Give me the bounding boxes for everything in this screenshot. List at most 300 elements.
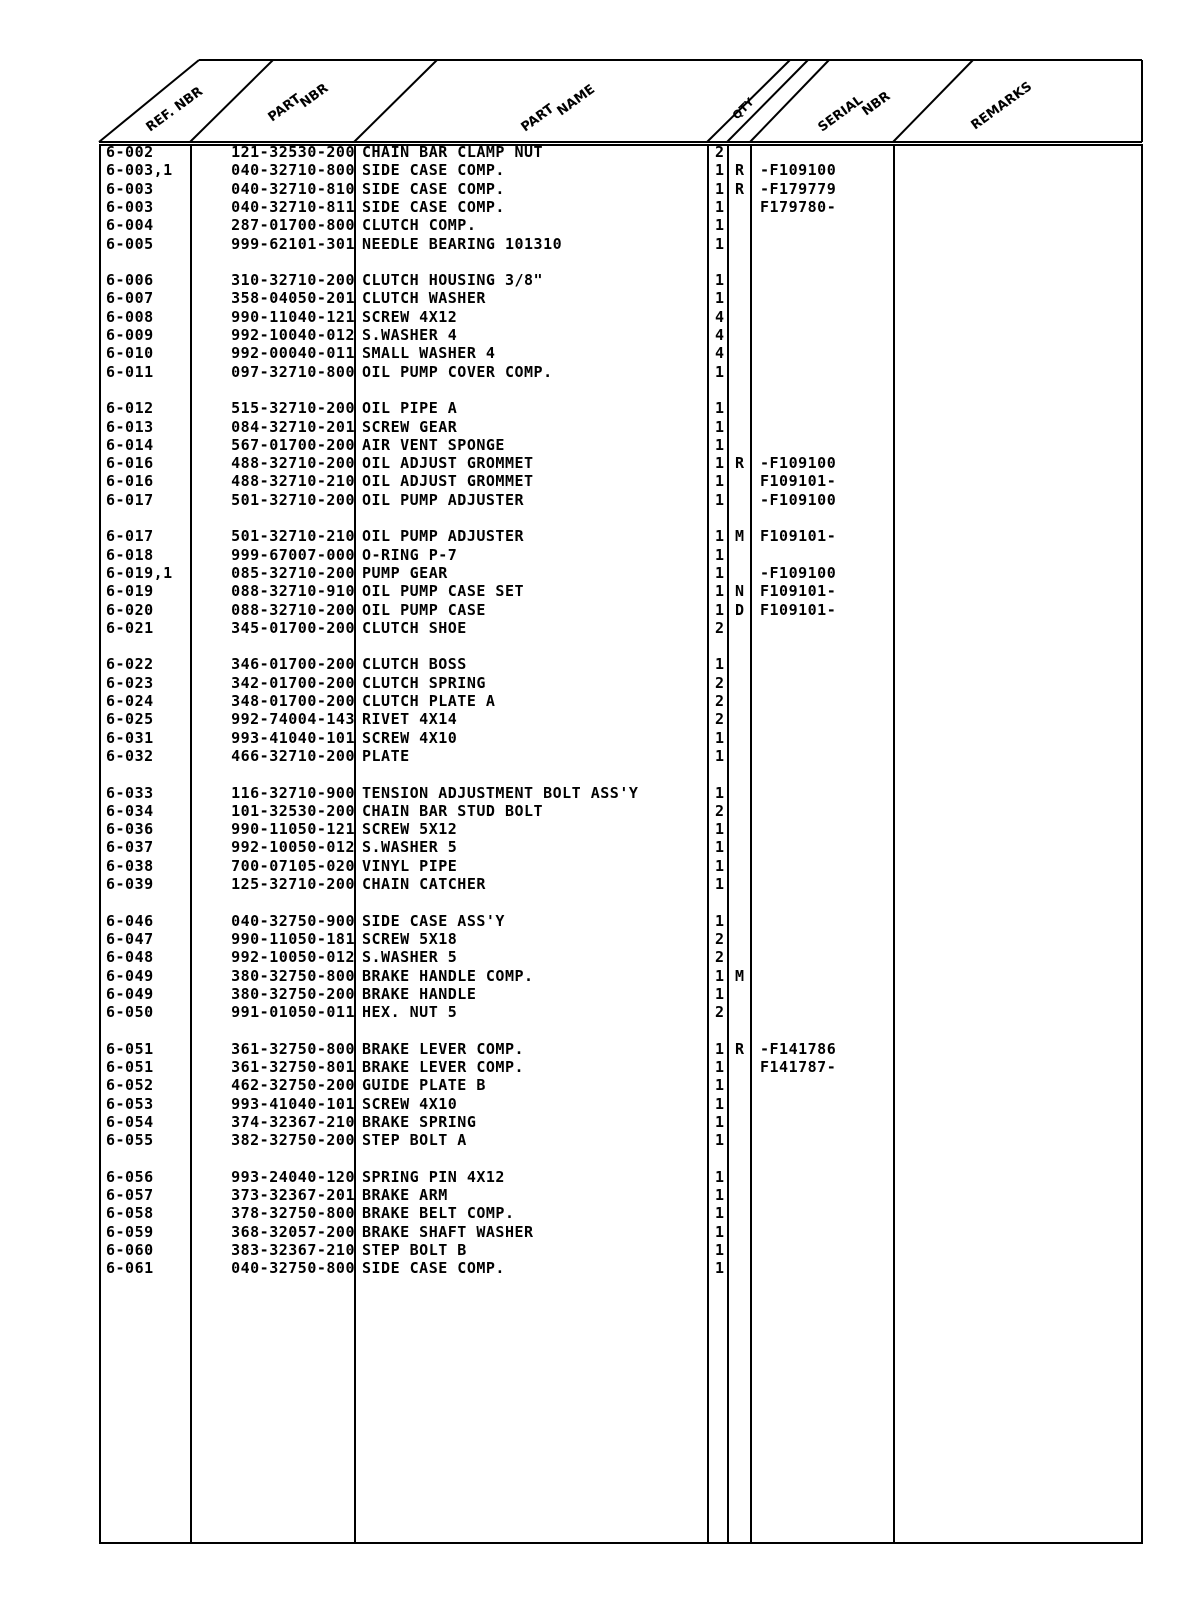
ref-nbr-cell: 6-051: [106, 1039, 154, 1058]
part-nbr-cell: 990-11050-121: [231, 820, 355, 839]
part-name-cell: BRAKE SHAFT WASHER: [362, 1222, 534, 1241]
part-name-cell: S.WASHER 5: [362, 838, 458, 857]
ref-nbr-cell: 6-021: [106, 618, 154, 637]
part-nbr-cell: 992-00040-011: [231, 344, 355, 363]
part-name-cell: SCREW 5X12: [362, 820, 458, 839]
ref-nbr-cell: 6-031: [106, 728, 154, 747]
qty-cell: 1: [715, 728, 725, 747]
table-row: [0, 1003, 1198, 1021]
part-name-cell: CLUTCH BOSS: [362, 655, 467, 674]
ref-nbr-cell: 6-047: [106, 929, 154, 948]
table-row: [0, 344, 1198, 362]
part-name-cell: CLUTCH SPRING: [362, 673, 486, 692]
part-nbr-cell: 085-32710-200: [231, 563, 355, 582]
code-cell: [735, 838, 749, 856]
code-cell: [735, 564, 749, 582]
ref-nbr-cell: 6-003,1: [106, 161, 173, 180]
ref-nbr-cell: 6-061: [106, 1259, 154, 1278]
part-name-cell: CHAIN BAR CLAMP NUT: [362, 143, 544, 161]
ref-nbr-cell: 6-002: [106, 143, 154, 161]
code-cell: [735, 1241, 749, 1259]
code-cell: [735, 948, 749, 966]
ref-nbr-cell: 6-049: [106, 984, 154, 1003]
part-nbr-cell: 310-32710-200: [231, 271, 355, 290]
part-name-cell: OIL PUMP CASE SET: [362, 582, 525, 601]
qty-cell: 1: [715, 527, 725, 546]
ref-nbr-cell: 6-039: [106, 875, 154, 893]
serial-nbr-cell: F109101-: [760, 527, 837, 546]
ref-nbr-cell: 6-056: [106, 1167, 154, 1186]
ref-nbr-cell: 6-060: [106, 1241, 154, 1259]
part-name-cell: OIL ADJUST GROMMET: [362, 454, 534, 473]
part-name-cell: BRAKE HANDLE: [362, 984, 477, 1003]
part-name-cell: SCREW 5X18: [362, 929, 458, 948]
ref-nbr-cell: 6-010: [106, 344, 154, 363]
table-row: [0, 418, 1198, 436]
part-nbr-cell: 346-01700-200: [231, 655, 355, 674]
qty-cell: 1: [715, 435, 725, 454]
part-name-cell: BRAKE BELT COMP.: [362, 1204, 515, 1223]
ref-nbr-cell: 6-017: [106, 527, 154, 546]
ref-nbr-cell: 6-037: [106, 838, 154, 857]
qty-cell: 1: [715, 600, 725, 619]
qty-cell: 1: [715, 472, 725, 491]
code-cell: M: [735, 966, 745, 985]
qty-cell: 1: [715, 399, 725, 418]
qty-cell: 1: [715, 1112, 725, 1131]
part-nbr-cell: 040-32750-900: [231, 911, 355, 930]
table-row: [0, 1113, 1198, 1131]
part-name-cell: OIL PUMP ADJUSTER: [362, 527, 525, 546]
qty-cell: 1: [715, 563, 725, 582]
code-cell: [735, 198, 749, 216]
part-name-cell: SMALL WASHER 4: [362, 344, 496, 363]
table-row: [0, 491, 1198, 509]
code-cell: [735, 674, 749, 692]
table-row: [0, 527, 1198, 545]
qty-cell: 1: [715, 216, 725, 235]
ref-nbr-cell: 6-051: [106, 1058, 154, 1076]
part-name-cell: SIDE CASE COMP.: [362, 197, 505, 216]
ref-nbr-cell: 6-019: [106, 582, 154, 601]
part-nbr-cell: 345-01700-200: [231, 618, 355, 637]
ref-nbr-cell: 6-059: [106, 1222, 154, 1241]
part-name-cell: PUMP GEAR: [362, 563, 448, 582]
table-row: [0, 930, 1198, 948]
table-row: [0, 472, 1198, 490]
table-row: [0, 582, 1198, 600]
table-row: [0, 198, 1198, 216]
serial-nbr-cell: F109101-: [760, 600, 837, 619]
part-nbr-cell: 993-24040-120: [231, 1167, 355, 1186]
code-cell: [735, 1223, 749, 1241]
ref-nbr-cell: 6-034: [106, 801, 154, 820]
part-name-cell: O-RING P-7: [362, 545, 458, 564]
part-nbr-cell: 990-11050-181: [231, 929, 355, 948]
part-nbr-cell: 991-01050-011: [231, 1003, 355, 1022]
qty-cell: 1: [715, 234, 725, 253]
qty-cell: 1: [715, 271, 725, 290]
qty-cell: 1: [715, 655, 725, 674]
qty-cell: 1: [715, 820, 725, 839]
part-nbr-cell: 088-32710-200: [231, 600, 355, 619]
table-row: [0, 1058, 1198, 1076]
ref-nbr-cell: 6-053: [106, 1094, 154, 1113]
part-nbr-cell: 380-32750-200: [231, 984, 355, 1003]
part-nbr-cell: 488-32710-200: [231, 454, 355, 473]
table-row: [0, 326, 1198, 344]
qty-cell: 4: [715, 307, 725, 326]
part-nbr-cell: 373-32367-201: [231, 1186, 355, 1205]
table-row: [0, 747, 1198, 765]
ref-nbr-cell: 6-004: [106, 216, 154, 235]
part-nbr-cell: 287-01700-800: [231, 216, 355, 235]
part-nbr-cell: 501-32710-210: [231, 527, 355, 546]
part-nbr-cell: 501-32710-200: [231, 490, 355, 509]
qty-cell: 1: [715, 1058, 725, 1076]
part-nbr-cell: 358-04050-201: [231, 289, 355, 308]
table-row: [0, 1241, 1198, 1259]
code-cell: [735, 363, 749, 381]
ref-nbr-cell: 6-020: [106, 600, 154, 619]
code-cell: [735, 930, 749, 948]
ref-nbr-cell: 6-057: [106, 1186, 154, 1205]
table-row: [0, 710, 1198, 728]
code-cell: [735, 985, 749, 1003]
qty-cell: 2: [715, 1003, 725, 1022]
ref-nbr-cell: 6-049: [106, 966, 154, 985]
code-cell: [735, 1131, 749, 1149]
qty-cell: 2: [715, 801, 725, 820]
part-name-cell: BRAKE ARM: [362, 1186, 448, 1205]
part-nbr-cell: 466-32710-200: [231, 746, 355, 765]
table-row: [0, 655, 1198, 673]
qty-cell: 1: [715, 454, 725, 473]
part-nbr-cell: 992-10050-012: [231, 838, 355, 857]
part-nbr-cell: 116-32710-900: [231, 783, 355, 802]
serial-nbr-cell: F109101-: [760, 582, 837, 601]
table-row: [0, 875, 1198, 893]
table-row: [0, 912, 1198, 930]
ref-nbr-cell: 6-006: [106, 271, 154, 290]
part-name-cell: AIR VENT SPONGE: [362, 435, 505, 454]
table-row: [0, 674, 1198, 692]
table-row: [0, 1131, 1198, 1149]
ref-nbr-cell: 6-009: [106, 326, 154, 344]
part-nbr-cell: 084-32710-201: [231, 417, 355, 436]
table-row: [0, 1040, 1198, 1058]
qty-cell: 1: [715, 179, 725, 198]
part-nbr-cell: 992-10050-012: [231, 948, 355, 967]
ref-nbr-cell: 6-022: [106, 655, 154, 674]
part-name-cell: STEP BOLT B: [362, 1241, 467, 1259]
code-cell: [735, 1186, 749, 1204]
part-name-cell: BRAKE SPRING: [362, 1112, 477, 1131]
part-nbr-cell: 380-32750-800: [231, 966, 355, 985]
part-name-cell: BRAKE LEVER COMP.: [362, 1058, 525, 1076]
header-remarks: REMARKS: [968, 79, 1036, 134]
part-name-cell: CHAIN CATCHER: [362, 875, 486, 893]
table-row: [0, 1095, 1198, 1113]
qty-cell: 2: [715, 692, 725, 710]
ref-nbr-cell: 6-055: [106, 1131, 154, 1150]
ref-nbr-cell: 6-016: [106, 472, 154, 491]
code-cell: [735, 1168, 749, 1186]
table-header: [0, 0, 1198, 160]
qty-cell: 1: [715, 490, 725, 509]
ref-nbr-cell: 6-017: [106, 490, 154, 509]
code-cell: R: [735, 179, 745, 198]
code-cell: [735, 418, 749, 436]
part-name-cell: CLUTCH COMP.: [362, 216, 477, 235]
ref-nbr-cell: 6-016: [106, 454, 154, 473]
part-nbr-cell: 462-32750-200: [231, 1076, 355, 1095]
qty-cell: 1: [715, 582, 725, 601]
ref-nbr-cell: 6-054: [106, 1112, 154, 1131]
table-row: [0, 692, 1198, 710]
qty-cell: 2: [715, 948, 725, 967]
code-cell: M: [735, 527, 745, 546]
code-cell: R: [735, 454, 745, 473]
table-row: [0, 619, 1198, 637]
table-row: [0, 802, 1198, 820]
part-name-cell: OIL PIPE A: [362, 399, 458, 418]
qty-cell: 1: [715, 1076, 725, 1095]
ref-nbr-cell: 6-038: [106, 856, 154, 875]
header-serial-bottom: NBR: [859, 88, 894, 120]
part-nbr-cell: 993-41040-101: [231, 1094, 355, 1113]
table-row: [0, 784, 1198, 802]
table-row: [0, 985, 1198, 1003]
qty-cell: 4: [715, 344, 725, 363]
serial-nbr-cell: -F109100: [760, 490, 837, 509]
table-row: [0, 967, 1198, 985]
part-nbr-cell: 101-32530-200: [231, 801, 355, 820]
ref-nbr-cell: 6-023: [106, 673, 154, 692]
header-serial-top: SERIAL: [815, 92, 866, 136]
part-nbr-cell: 040-32750-800: [231, 1259, 355, 1278]
table-row: [0, 271, 1198, 289]
table-row: [0, 1076, 1198, 1094]
part-name-cell: SIDE CASE COMP.: [362, 179, 505, 198]
part-nbr-cell: 348-01700-200: [231, 692, 355, 710]
ref-nbr-cell: 6-012: [106, 399, 154, 418]
qty-cell: 1: [715, 783, 725, 802]
table-row: [0, 1186, 1198, 1204]
qty-cell: 1: [715, 545, 725, 564]
ref-nbr-cell: 6-048: [106, 948, 154, 967]
part-name-cell: PLATE: [362, 746, 410, 765]
table-row: [0, 601, 1198, 619]
code-cell: [735, 1113, 749, 1131]
table-row: [0, 143, 1198, 161]
part-name-cell: RIVET 4X14: [362, 710, 458, 729]
table-row: [0, 838, 1198, 856]
qty-cell: 1: [715, 1131, 725, 1150]
table-row: [0, 161, 1198, 179]
qty-cell: 2: [715, 143, 725, 161]
qty-cell: 1: [715, 746, 725, 765]
part-nbr-cell: 990-11040-121: [231, 307, 355, 326]
ref-nbr-cell: 6-058: [106, 1204, 154, 1223]
qty-cell: 1: [715, 1186, 725, 1205]
part-nbr-cell: 040-32710-811: [231, 197, 355, 216]
part-name-cell: SCREW 4X10: [362, 728, 458, 747]
code-cell: [735, 784, 749, 802]
qty-cell: 2: [715, 710, 725, 729]
code-cell: [735, 820, 749, 838]
qty-cell: 1: [715, 856, 725, 875]
ref-nbr-cell: 6-003: [106, 197, 154, 216]
qty-cell: 1: [715, 1204, 725, 1223]
part-nbr-cell: 088-32710-910: [231, 582, 355, 601]
serial-nbr-cell: -F179779: [760, 179, 837, 198]
ref-nbr-cell: 6-008: [106, 307, 154, 326]
part-nbr-cell: 361-32750-800: [231, 1039, 355, 1058]
serial-nbr-cell: -F109100: [760, 161, 837, 180]
header-part-nbr-bottom: NBR: [297, 80, 332, 112]
table-row: [0, 1259, 1198, 1277]
table-row: [0, 1223, 1198, 1241]
qty-cell: 1: [715, 289, 725, 308]
qty-cell: 1: [715, 1094, 725, 1113]
part-name-cell: STEP BOLT A: [362, 1131, 467, 1150]
qty-cell: 1: [715, 875, 725, 893]
ref-nbr-cell: 6-007: [106, 289, 154, 308]
table-row: [0, 857, 1198, 875]
table-row: [0, 180, 1198, 198]
header-qty: QTY: [729, 95, 757, 123]
part-nbr-cell: 125-32710-200: [231, 875, 355, 893]
code-cell: N: [735, 582, 745, 601]
ref-nbr-cell: 6-025: [106, 710, 154, 729]
part-nbr-cell: 040-32710-800: [231, 161, 355, 180]
header-part-name-top: PART: [518, 101, 558, 136]
part-name-cell: OIL PUMP CASE: [362, 600, 486, 619]
part-name-cell: HEX. NUT 5: [362, 1003, 458, 1022]
code-cell: [735, 619, 749, 637]
code-cell: [735, 143, 749, 161]
code-cell: [735, 912, 749, 930]
part-nbr-cell: 040-32710-810: [231, 179, 355, 198]
part-nbr-cell: 700-07105-020: [231, 856, 355, 875]
code-cell: [735, 326, 749, 344]
part-nbr-cell: 378-32750-800: [231, 1204, 355, 1223]
part-nbr-cell: 342-01700-200: [231, 673, 355, 692]
table-row: [0, 436, 1198, 454]
part-nbr-cell: 361-32750-801: [231, 1058, 355, 1076]
code-cell: [735, 875, 749, 893]
ref-nbr-cell: 6-052: [106, 1076, 154, 1095]
qty-cell: 2: [715, 929, 725, 948]
table-row: [0, 546, 1198, 564]
header-part-nbr-top: PART: [265, 91, 305, 126]
part-nbr-cell: 567-01700-200: [231, 435, 355, 454]
ref-nbr-cell: 6-005: [106, 234, 154, 253]
qty-cell: 1: [715, 911, 725, 930]
part-name-cell: GUIDE PLATE B: [362, 1076, 486, 1095]
code-cell: [735, 1259, 749, 1277]
ref-nbr-cell: 6-013: [106, 417, 154, 436]
table-row: [0, 1204, 1198, 1222]
part-name-cell: CHAIN BAR STUD BOLT: [362, 801, 544, 820]
table-row: [0, 308, 1198, 326]
header-ref-nbr: REF. NBR: [143, 84, 206, 136]
ref-nbr-cell: 6-011: [106, 362, 154, 381]
code-cell: D: [735, 600, 745, 619]
part-nbr-cell: 374-32367-210: [231, 1112, 355, 1131]
qty-cell: 1: [715, 1222, 725, 1241]
part-name-cell: SPRING PIN 4X12: [362, 1167, 505, 1186]
code-cell: [735, 216, 749, 234]
part-nbr-cell: 368-32057-200: [231, 1222, 355, 1241]
qty-cell: 2: [715, 618, 725, 637]
qty-cell: 2: [715, 673, 725, 692]
table-row: [0, 235, 1198, 253]
part-name-cell: SIDE CASE COMP.: [362, 161, 505, 180]
table-row: [0, 820, 1198, 838]
code-cell: [735, 436, 749, 454]
part-name-cell: SCREW 4X12: [362, 307, 458, 326]
part-nbr-cell: 097-32710-800: [231, 362, 355, 381]
code-cell: [735, 692, 749, 710]
code-cell: [735, 747, 749, 765]
code-cell: R: [735, 1039, 745, 1058]
ref-nbr-cell: 6-018: [106, 545, 154, 564]
ref-nbr-cell: 6-003: [106, 179, 154, 198]
part-name-cell: CLUTCH PLATE A: [362, 692, 496, 710]
part-name-cell: NEEDLE BEARING 101310: [362, 234, 563, 253]
code-cell: [735, 857, 749, 875]
ref-nbr-cell: 6-024: [106, 692, 154, 710]
qty-cell: 1: [715, 838, 725, 857]
qty-cell: 1: [715, 1167, 725, 1186]
code-cell: [735, 235, 749, 253]
qty-cell: 1: [715, 1259, 725, 1278]
code-cell: [735, 271, 749, 289]
ref-nbr-cell: 6-032: [106, 746, 154, 765]
part-nbr-cell: 382-32750-200: [231, 1131, 355, 1150]
part-name-cell: BRAKE LEVER COMP.: [362, 1039, 525, 1058]
code-cell: [735, 491, 749, 509]
code-cell: [735, 1095, 749, 1113]
part-name-cell: SIDE CASE ASS'Y: [362, 911, 505, 930]
part-nbr-cell: 993-41040-101: [231, 728, 355, 747]
serial-nbr-cell: F109101-: [760, 472, 837, 491]
ref-nbr-cell: 6-036: [106, 820, 154, 839]
part-name-cell: SCREW GEAR: [362, 417, 458, 436]
qty-cell: 1: [715, 161, 725, 180]
table-row: [0, 289, 1198, 307]
qty-cell: 1: [715, 1039, 725, 1058]
part-name-cell: CLUTCH WASHER: [362, 289, 486, 308]
qty-cell: 1: [715, 362, 725, 381]
code-cell: [735, 655, 749, 673]
code-cell: [735, 546, 749, 564]
qty-cell: 1: [715, 1241, 725, 1259]
ref-nbr-cell: 6-046: [106, 911, 154, 930]
part-nbr-cell: 383-32367-210: [231, 1241, 355, 1259]
table-row: [0, 399, 1198, 417]
code-cell: [735, 1003, 749, 1021]
qty-cell: 4: [715, 326, 725, 344]
qty-cell: 1: [715, 984, 725, 1003]
part-name-cell: OIL ADJUST GROMMET: [362, 472, 534, 491]
part-nbr-cell: 999-67007-000: [231, 545, 355, 564]
ref-nbr-cell: 6-050: [106, 1003, 154, 1022]
ref-nbr-cell: 6-019,1: [106, 563, 173, 582]
part-nbr-cell: 515-32710-200: [231, 399, 355, 418]
